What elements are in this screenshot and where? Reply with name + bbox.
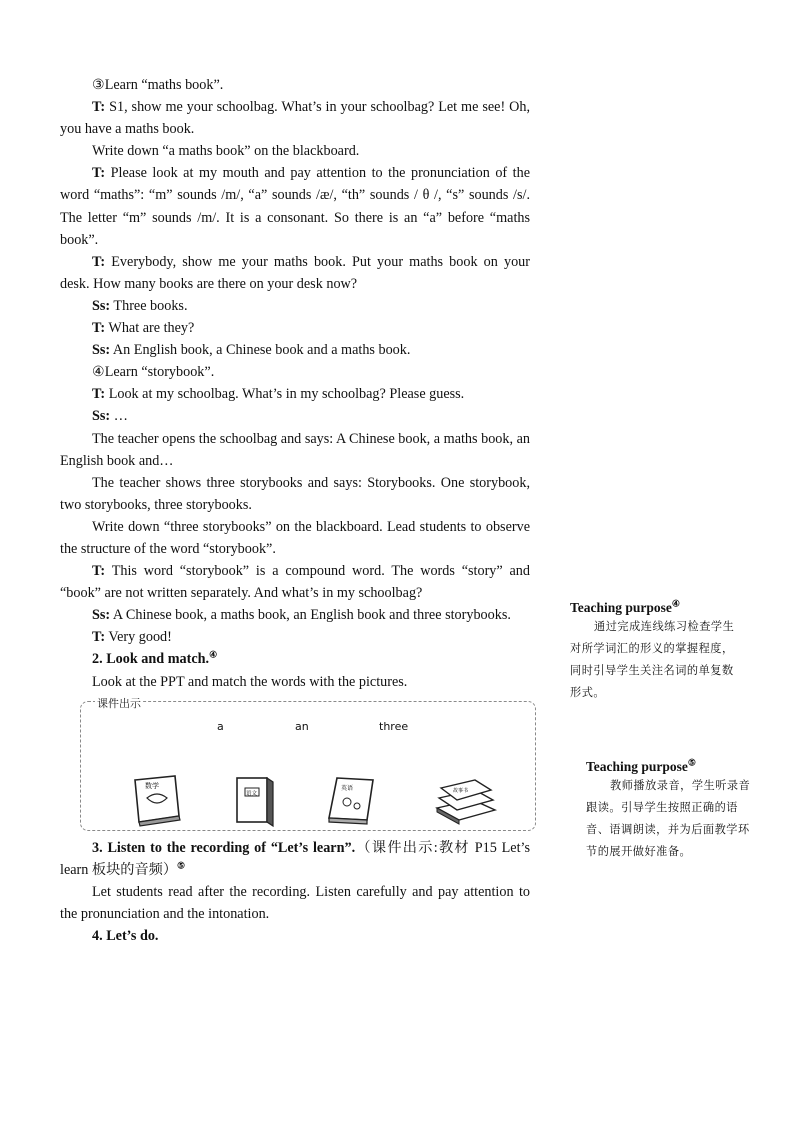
courseware-box [80, 696, 536, 831]
footnote-mark: ④ [209, 649, 218, 660]
speech: S1, show me your schoolbag. What’s in your schoolbag? Let me see! Oh, you have a maths book. [60, 99, 530, 138]
dialogue-line [60, 96, 530, 140]
dialogue-line [60, 405, 530, 427]
speech: What are they? [105, 320, 195, 337]
dialogue-line [60, 626, 530, 648]
section-heading-text: 2. Look and match. [92, 651, 210, 668]
section-heading [60, 837, 530, 881]
step-title: ③Learn “maths book”. [92, 77, 224, 93]
dialogue-line [60, 251, 530, 295]
speaker: Ss: [92, 297, 111, 314]
section-heading: 4. Let’s do. [92, 928, 159, 944]
footnote-mark: ⑤ [177, 859, 186, 870]
footnote-mark: ④ [671, 598, 680, 609]
storybooks-icon [431, 772, 501, 828]
speaker: T: [92, 563, 106, 580]
speaker: T: [92, 165, 106, 182]
speech: … [110, 408, 128, 425]
teaching-purpose-note-2 [586, 759, 754, 863]
note-title [570, 600, 742, 616]
dialogue-line [60, 383, 530, 405]
dialogue-line [60, 295, 530, 317]
pic-title: 语文 [246, 790, 258, 797]
speech: This word “storybook” is a compound word. The words “story” and “book” are not written separately. And what’s in my schoolbag? [60, 563, 530, 602]
dialogue-line [60, 604, 530, 626]
dialogue-line [60, 317, 530, 339]
pic-title: 英语 [341, 784, 354, 792]
speaker: T: [92, 320, 106, 337]
chinese-book-icon [227, 772, 283, 828]
instruction-line: Let students read after the recording. Listen carefully and pay attention to the pronunciation and the intonation. [60, 883, 530, 922]
word-an: an [295, 719, 309, 733]
speaker: T: [92, 629, 106, 646]
note-title [586, 759, 754, 775]
courseware-note: （课件出示:教材 P15 Let’s learn 板块的音频） [60, 839, 531, 878]
note-title-text: Teaching purpose [586, 759, 688, 774]
lesson-body [60, 74, 530, 947]
pic-title: 数学 [145, 781, 159, 790]
pic-title: 故事书 [453, 787, 469, 794]
word-a: a [217, 719, 224, 733]
footnote-mark: ⑤ [687, 757, 696, 768]
speaker: Ss: [92, 607, 111, 624]
speaker: T: [92, 253, 106, 270]
instruction-line: Write down “three storybooks” on the blackboard. Lead students to observe the structure of the word “storybook”. [60, 518, 530, 557]
speech: Please look at my mouth and pay attention to the pronunciation of the word “maths”: “m” sounds /m/, “a” sounds /æ/, “th” sounds / θ /, “s” sounds /s/. The letter “m” sounds /m/. It is a consonant. So there is an “a” before “maths book”. [60, 165, 530, 248]
speaker: T: [92, 386, 106, 403]
speech: An English book, a Chinese book and a maths book. [110, 342, 411, 359]
english-book-icon [323, 772, 379, 828]
note-text: 教师播放录音，学生听录音跟读。引导学生按照正确的语音、语调朗读，并为后面教学环节的展开做好准备。 [586, 779, 751, 858]
instruction-line: The teacher opens the schoolbag and says: A Chinese book, a maths book, an English book and… [60, 430, 530, 469]
speaker: Ss: [92, 342, 111, 359]
speech: Look at my schoolbag. What’s in my schoolbag? Please guess. [105, 386, 465, 403]
speech: Everybody, show me your maths book. Put your maths book on your desk. How many books are there on your desk now? [60, 253, 530, 292]
speaker: Ss: [92, 408, 111, 425]
maths-book-icon [129, 772, 185, 828]
instruction-line: Look at the PPT and match the words with the pictures. [92, 673, 408, 690]
note-title-text: Teaching purpose [570, 600, 672, 615]
speaker: T: [92, 99, 106, 116]
instruction-line: Write down “a maths book” on the blackboard. [92, 143, 360, 160]
word-three: three [379, 719, 409, 733]
dialogue-line [60, 162, 530, 250]
speech: Three books. [110, 297, 188, 314]
dialogue-line [60, 339, 530, 361]
instruction-line: The teacher shows three storybooks and says: Storybooks. One storybook, two storybooks, three storybooks. [60, 474, 530, 513]
courseware-label: 课件出示 [95, 693, 143, 715]
teaching-purpose-note-1 [570, 600, 742, 704]
section-heading-text: 3. Listen to the recording of “Let’s learn”. [92, 839, 356, 856]
note-text: 通过完成连线练习检查学生对所学词汇的形义的掌握程度，同时引导学生关注名词的单复数形式。 [570, 620, 735, 699]
step-title: ④Learn “storybook”. [92, 364, 215, 381]
speech: A Chinese book, a maths book, an English book and three storybooks. [110, 607, 511, 624]
dialogue-line [60, 560, 530, 604]
section-heading [60, 648, 530, 670]
speech: Very good! [105, 629, 172, 646]
